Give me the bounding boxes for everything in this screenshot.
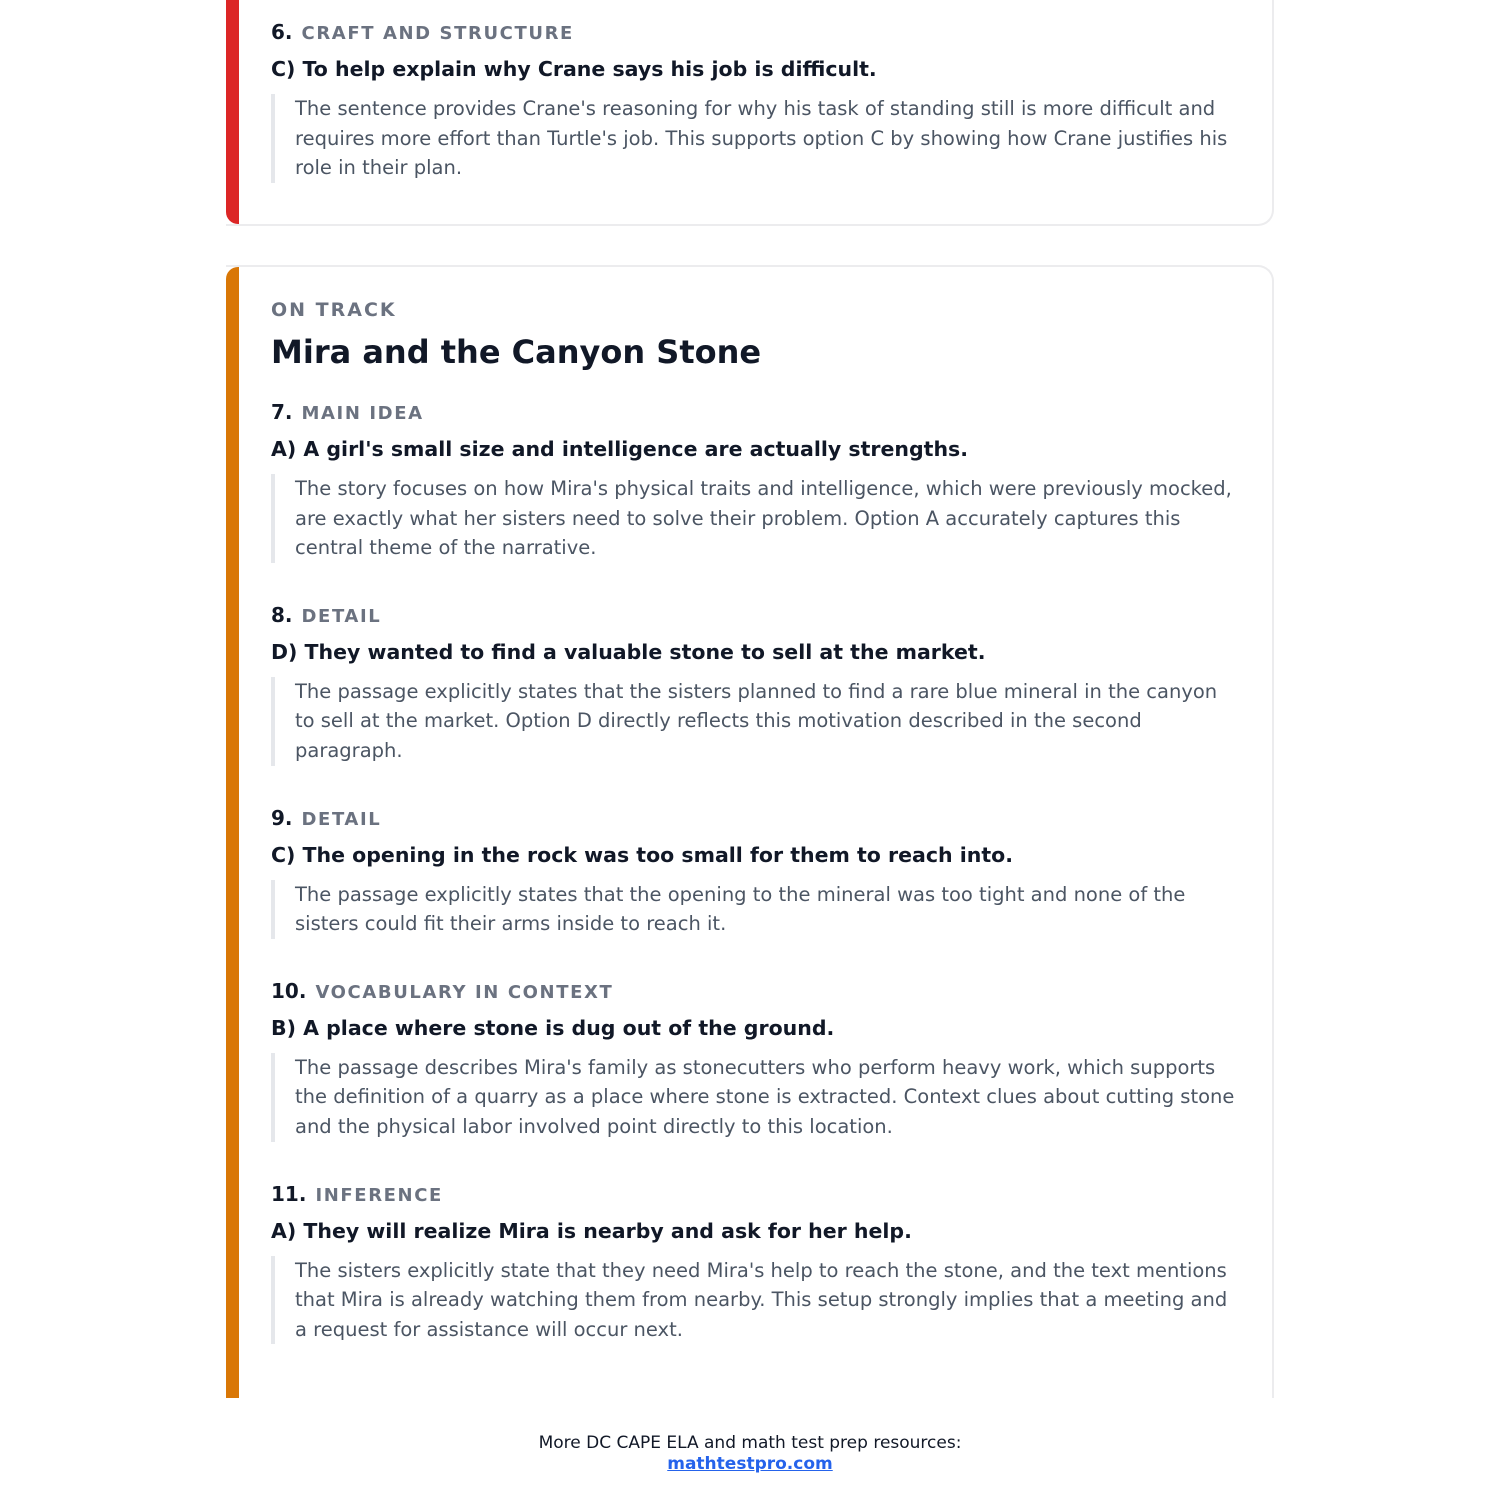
question-6 xyxy=(271,18,1238,183)
story-title: Mira and the Canyon Stone xyxy=(271,333,762,371)
question-header xyxy=(271,804,1238,832)
card-content xyxy=(271,296,1238,1382)
accent-bar-red xyxy=(226,0,239,224)
correct-answer: B) A place where stone is dug out of the ground. xyxy=(271,1015,835,1040)
question-category: DETAIL xyxy=(301,808,382,830)
footer-text: More DC CAPE ELA and math test prep resources: xyxy=(538,1433,962,1453)
question-card-top xyxy=(226,0,1274,226)
question-header xyxy=(271,18,1238,46)
question-header xyxy=(271,398,1238,426)
answer-explanation: The sisters explicitly state that they need Mira's help to reach the stone, and the text mentions that Mira is already watching them from nearby. This setup strongly implies that a meeting and a request for assistance will occur next. xyxy=(271,1256,1238,1345)
question-category: CRAFT AND STRUCTURE xyxy=(301,23,574,44)
track-label: ON TRACK xyxy=(271,299,397,321)
question-9 xyxy=(271,804,1238,939)
footer xyxy=(0,1433,1500,1475)
question-8 xyxy=(271,601,1238,766)
answer-explanation: The passage explicitly states that the opening to the mineral was too tight and none of the sisters could fit their arms inside to reach it. xyxy=(271,880,1238,939)
question-11 xyxy=(271,1180,1238,1345)
correct-answer: C) The opening in the rock was too small for them to reach into. xyxy=(271,842,1014,867)
correct-answer: D) They wanted to find a valuable stone to sell at the market. xyxy=(271,639,986,664)
question-category: VOCABULARY IN CONTEXT xyxy=(315,981,614,1003)
question-7 xyxy=(271,398,1238,563)
question-number: 10. xyxy=(271,978,307,1003)
question-number: 6. xyxy=(271,20,293,44)
answer-explanation: The passage describes Mira's family as stonecutters who perform heavy work, which supports the definition of a quarry as a place where stone is extracted. Context clues about cutting stone and the physical labor involved point directly to this location. xyxy=(271,1053,1238,1142)
correct-answer: C) To help explain why Crane says his job is difficult. xyxy=(271,57,877,81)
card-content xyxy=(271,18,1238,221)
question-header xyxy=(271,601,1238,629)
question-number: 7. xyxy=(271,400,293,424)
question-number: 9. xyxy=(271,805,293,830)
question-10 xyxy=(271,977,1238,1142)
resource-link[interactable]: mathtestpro.com xyxy=(667,1454,833,1474)
accent-bar-orange xyxy=(226,267,239,1398)
question-header xyxy=(271,1180,1238,1208)
question-category: MAIN IDEA xyxy=(301,403,424,424)
answer-explanation: The passage explicitly states that the sisters planned to find a rare blue mineral in the canyon to sell at the market. Option D directly reflects this motivation described in the second paragraph. xyxy=(271,677,1238,766)
correct-answer: A) They will realize Mira is nearby and ask for her help. xyxy=(271,1218,912,1243)
question-number: 8. xyxy=(271,602,293,627)
answer-explanation: The sentence provides Crane's reasoning for why his task of standing still is more difficult and requires more effort than Turtle's job. This supports option C by showing how Crane justifies his role in their plan. xyxy=(271,94,1238,183)
correct-answer: A) A girl's small size and intelligence are actually strengths. xyxy=(271,437,969,461)
question-category: DETAIL xyxy=(301,605,382,627)
question-category: INFERENCE xyxy=(315,1184,443,1206)
answer-explanation: The story focuses on how Mira's physical traits and intelligence, which were previously mocked, are exactly what her sisters need to solve their problem. Option A accurately captures this central theme of the narrative. xyxy=(271,474,1238,563)
question-number: 11. xyxy=(271,1181,307,1206)
story-card xyxy=(226,265,1274,1398)
question-header xyxy=(271,977,1238,1005)
